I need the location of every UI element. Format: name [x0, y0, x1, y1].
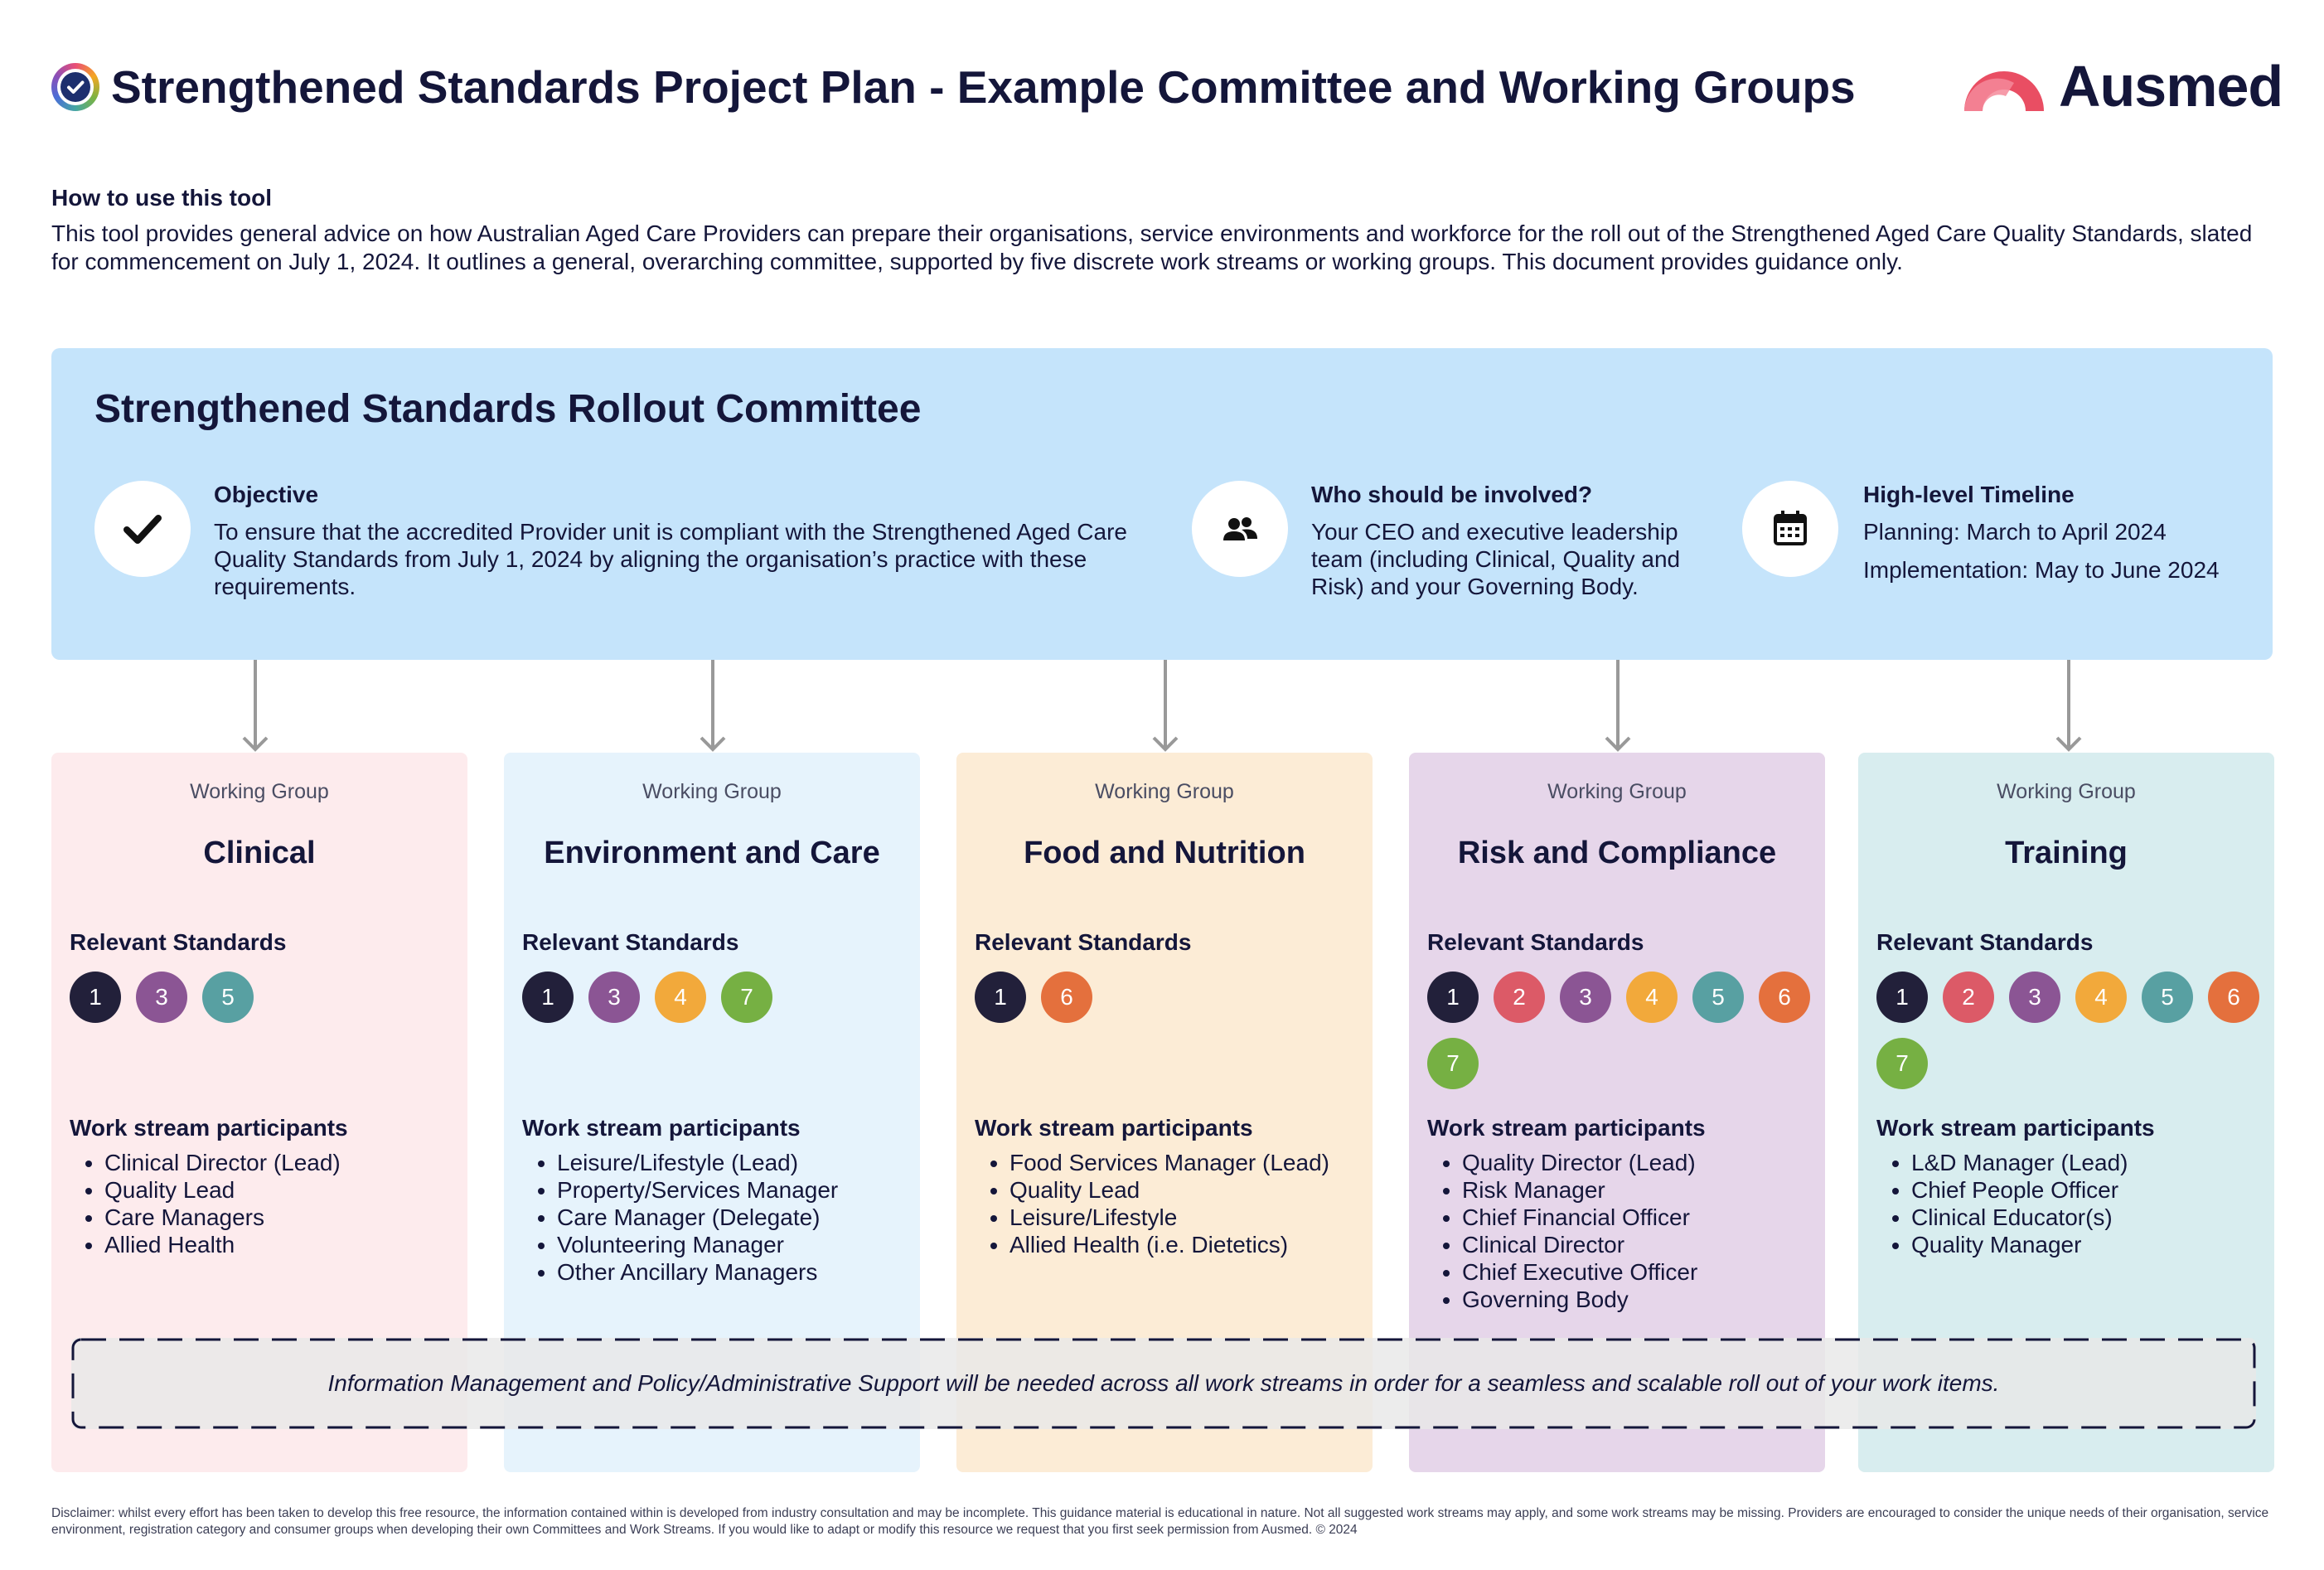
standard-badge: 6	[2208, 972, 2259, 1023]
standard-badge: 7	[1876, 1038, 1928, 1089]
participants-heading: Work stream participants	[975, 1115, 1253, 1141]
standard-badge: 5	[1692, 972, 1744, 1023]
relevant-standards-heading: Relevant Standards	[975, 929, 1192, 955]
working-group-eyebrow: Working Group	[1095, 780, 1234, 803]
arrow-down-icon	[2054, 660, 2084, 754]
participant-item: • Quality Director (Lead)	[1462, 1149, 1697, 1176]
working-group-eyebrow: Working Group	[190, 780, 329, 803]
working-group-eyebrow: Working Group	[1547, 780, 1687, 803]
relevant-standards-heading: Relevant Standards	[522, 929, 739, 955]
working-group-eyebrow: Working Group	[642, 780, 782, 803]
participant-item: • Quality Lead	[1009, 1176, 1329, 1204]
standard-badge: 7	[1427, 1038, 1479, 1089]
people-icon	[1192, 481, 1288, 577]
timeline-planning: Planning: March to April 2024	[1863, 519, 2167, 545]
participants-list	[1427, 1149, 1697, 1313]
objective-heading: Objective	[214, 482, 319, 507]
standard-badge: 5	[202, 972, 254, 1023]
working-group-eyebrow: Working Group	[1997, 780, 2136, 803]
working-group-name: Risk and Compliance	[1457, 836, 1777, 870]
involved-text: Your CEO and executive leadership team (including Clinical, Quality and Risk) and your Governing Body.	[1311, 519, 1681, 599]
participant-item: • Chief Executive Officer	[1462, 1258, 1697, 1286]
participant-item: • Risk Manager	[1462, 1176, 1697, 1204]
relevant-standards-heading: Relevant Standards	[1876, 929, 2094, 955]
objective-text: To ensure that the accredited Provider unit is compliant with the Strengthened Aged Care Quality Standards from July 1, 2024 by aligning the organisation’s practice with these requirements.	[214, 519, 1127, 599]
standards-list	[1876, 972, 2274, 1089]
arrow-down-icon	[240, 660, 270, 754]
committee-title: Strengthened Standards Rollout Committee	[94, 387, 922, 431]
participant-item: • Care Manager (Delegate)	[557, 1204, 838, 1231]
participants-list	[522, 1149, 838, 1286]
standard-badge: 1	[1876, 972, 1928, 1023]
standard-badge: 4	[655, 972, 706, 1023]
participant-item: • Chief Financial Officer	[1462, 1204, 1697, 1231]
committee-panel	[51, 348, 2273, 660]
participant-item: • Care Managers	[104, 1204, 341, 1231]
standards-list	[522, 972, 920, 1023]
participant-item: • Leisure/Lifestyle (Lead)	[557, 1149, 838, 1176]
relevant-standards-heading: Relevant Standards	[1427, 929, 1644, 955]
participant-item: • Governing Body	[1462, 1286, 1697, 1313]
participant-item: • Clinical Educator(s)	[1911, 1204, 2128, 1231]
check-icon	[94, 481, 191, 577]
working-group-name: Clinical	[203, 836, 316, 870]
standards-list	[70, 972, 467, 1023]
relevant-standards-heading: Relevant Standards	[70, 929, 287, 955]
standard-badge: 7	[721, 972, 772, 1023]
participant-item: • Quality Lead	[104, 1176, 341, 1204]
brand-wordmark: Ausmed	[2059, 54, 2283, 119]
participant-item: • Volunteering Manager	[557, 1231, 838, 1258]
standard-badge: 3	[2009, 972, 2060, 1023]
standard-badge: 4	[1626, 972, 1678, 1023]
how-to-heading: How to use this tool	[51, 185, 272, 211]
participants-heading: Work stream participants	[1876, 1115, 2155, 1141]
participants-list	[1876, 1149, 2128, 1258]
participant-item: • Other Ancillary Managers	[557, 1258, 838, 1286]
participants-heading: Work stream participants	[70, 1115, 348, 1141]
standard-badge: 2	[1494, 972, 1545, 1023]
participants-list	[975, 1149, 1329, 1258]
calendar-icon	[1742, 481, 1838, 577]
participants-list	[70, 1149, 341, 1258]
arrow-down-icon	[1150, 660, 1180, 754]
timeline-implementation: Implementation: May to June 2024	[1863, 557, 2220, 583]
disclaimer: Disclaimer: whilst every effort has been taken to develop this free resource, the information contained within is developed from industry consultation and may be incomplete. This guidance material is educational in nature. Not all suggested work streams may apply, and some work streams may be missing. Providers are encouraged to consider the unique needs of their organisation, service environment, registration category and consumer groups when developing their own Committees and Work Streams. If you would like to adapt or modify this resource we request that you first seek permission from Ausmed. © 2024	[51, 1506, 2269, 1537]
participant-item: • Clinical Director	[1462, 1231, 1697, 1258]
participants-heading: Work stream participants	[1427, 1115, 1706, 1141]
participant-item: • Chief People Officer	[1911, 1176, 2128, 1204]
standard-badge: 1	[70, 972, 121, 1023]
standard-badge: 1	[1427, 972, 1479, 1023]
standard-badge: 5	[2142, 972, 2193, 1023]
standard-badge: 4	[2075, 972, 2127, 1023]
participants-heading: Work stream participants	[522, 1115, 801, 1141]
participant-item: • Allied Health (i.e. Dietetics)	[1009, 1231, 1329, 1258]
page-title: Strengthened Standards Project Plan - Example Committee and Working Groups	[111, 61, 1856, 113]
standard-badge: 3	[588, 972, 640, 1023]
standard-badge: 6	[1041, 972, 1092, 1023]
working-group-name: Environment and Care	[544, 836, 880, 870]
timeline-heading: High-level Timeline	[1863, 482, 2075, 507]
standards-list	[1427, 972, 1825, 1089]
how-to-body: This tool provides general advice on how Australian Aged Care Providers can prepare their organisations, service environments and workforce for the roll out of the Strengthened Aged Care Quality Standards, slated for commencement on July 1, 2024. It outlines a general, overarching committee, supported by five discrete work streams or working groups. This document provides guidance only.	[51, 220, 2253, 274]
shared-support-banner	[71, 1338, 2256, 1429]
working-group-name: Food and Nutrition	[1024, 836, 1305, 870]
involved-heading: Who should be involved?	[1311, 482, 1593, 507]
standard-badge: 1	[975, 972, 1026, 1023]
shared-support-text: Information Management and Policy/Administrative Support will be needed across all work streams in order for a seamless and scalable roll out of your work items.	[327, 1370, 2000, 1396]
participant-item: • Quality Manager	[1911, 1231, 2128, 1258]
standards-list	[975, 972, 1373, 1023]
standards-badge-icon	[51, 63, 99, 111]
participant-item: • L&D Manager (Lead)	[1911, 1149, 2128, 1176]
participant-item: • Allied Health	[104, 1231, 341, 1258]
participant-item: • Leisure/Lifestyle	[1009, 1204, 1329, 1231]
ausmed-logo-icon	[1961, 55, 2052, 118]
participant-item: • Food Services Manager (Lead)	[1009, 1149, 1329, 1176]
working-group-name: Training	[2005, 836, 2128, 870]
standard-badge: 3	[1560, 972, 1611, 1023]
ausmed-logo	[1961, 55, 2284, 118]
standard-badge: 6	[1759, 972, 1810, 1023]
standard-badge: 2	[1943, 972, 1994, 1023]
arrow-down-icon	[1603, 660, 1633, 754]
participant-item: • Clinical Director (Lead)	[104, 1149, 341, 1176]
participant-item: • Property/Services Manager	[557, 1176, 838, 1204]
standard-badge: 1	[522, 972, 574, 1023]
arrow-down-icon	[698, 660, 728, 754]
standard-badge: 3	[136, 972, 187, 1023]
